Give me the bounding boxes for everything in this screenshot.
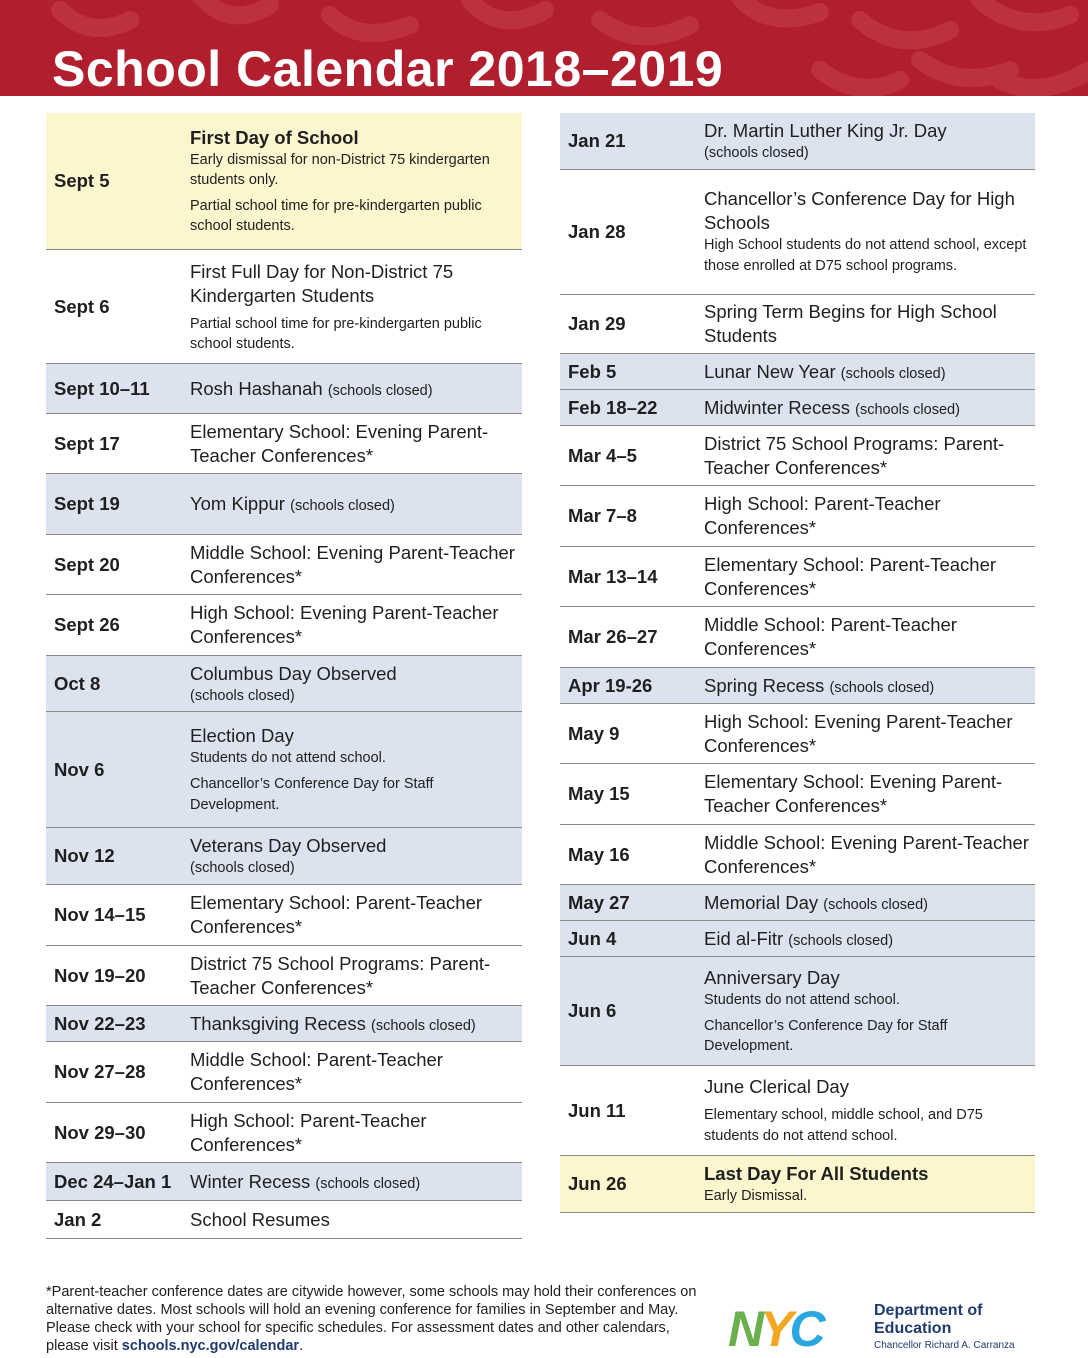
event-text: Elementary School: Evening Parent-Teacher Conferences* (704, 771, 1003, 816)
calendar-row (560, 390, 1035, 426)
nyc-doe-logo (728, 1298, 1048, 1357)
event-text: High School: Evening Parent-Teacher Conferences* (704, 710, 1013, 756)
event-text: Chancellor’s Conference Day for High Schools (704, 188, 1015, 233)
event-note (190, 150, 518, 190)
event-title (190, 834, 518, 858)
event-date: Feb 5 (568, 360, 617, 382)
event-text: Midwinter Recess (704, 396, 850, 418)
event-text: High School students do not attend school, except those enrolled at D75 school programs. (704, 237, 1027, 274)
event-text: Election Day (190, 724, 294, 746)
nyc-logo-letters (728, 1301, 822, 1357)
event-text: Middle School: Evening Parent-Teacher Conferences* (190, 541, 515, 587)
event-title (190, 260, 518, 308)
event-text: Middle School: Parent-Teacher Conferences* (704, 614, 957, 659)
event-text: Chancellor’s Conference Day for Staff Development. (704, 1018, 948, 1054)
event-description (704, 553, 1032, 601)
calendar-row (46, 113, 522, 250)
calendar-row (560, 885, 1035, 921)
event-description (704, 891, 1032, 915)
calendar-row (46, 656, 522, 712)
event-description (704, 492, 1032, 540)
calendar-row (46, 1201, 522, 1239)
schools-closed-note: (schools closed) (290, 498, 395, 514)
event-description (190, 1012, 518, 1036)
event-description (190, 952, 518, 1000)
event-date: Jan 2 (54, 1208, 102, 1230)
event-title (704, 360, 1032, 384)
event-title (190, 420, 518, 468)
schools-closed-note: (schools closed) (823, 896, 929, 913)
event-description (704, 1162, 1032, 1206)
event-date: Mar 4–5 (568, 444, 637, 466)
event-title (190, 492, 518, 516)
logo-letter-y: Y (760, 1301, 790, 1357)
calendar-row (46, 414, 522, 474)
event-description (190, 1048, 518, 1096)
event-date: Sept 19 (54, 493, 120, 514)
event-text: Winter Recess (190, 1170, 311, 1192)
event-date: Jun 4 (568, 927, 617, 949)
event-title (190, 1208, 518, 1232)
event-text: Anniversary Day (704, 967, 840, 988)
event-date: Jan 28 (568, 221, 626, 242)
calendar-row (46, 1006, 522, 1042)
event-date: Jan 21 (568, 130, 626, 151)
event-date: Oct 8 (54, 672, 101, 694)
calendar-row (560, 354, 1035, 390)
event-note (704, 1016, 1032, 1056)
event-date: Nov 12 (54, 845, 115, 866)
header-banner (0, 0, 1088, 96)
event-date: Apr 19-26 (568, 674, 653, 696)
event-text: District 75 School Programs: Parent-Teacher Conferences* (704, 432, 1005, 478)
event-title (190, 1012, 518, 1036)
calendar-link[interactable]: schools.nyc.gov/calendar (121, 1338, 300, 1354)
footnote (46, 1283, 706, 1355)
event-note (190, 748, 518, 768)
event-title (704, 553, 1032, 601)
calendar-row (560, 1156, 1035, 1213)
calendar-row (560, 825, 1035, 885)
event-description (704, 360, 1032, 384)
event-date: Mar 13–14 (568, 565, 658, 587)
event-title (704, 831, 1032, 879)
event-date: Jan 29 (568, 313, 626, 334)
event-title (704, 1075, 1032, 1099)
event-text: Spring Term Begins for High School Students (704, 301, 997, 346)
event-text: Chancellor’s Conference Day for Staff Development. (190, 775, 434, 813)
calendar-row (560, 957, 1035, 1066)
event-note (704, 1186, 1032, 1206)
event-date: Sept 26 (54, 614, 120, 635)
event-description (190, 126, 518, 236)
logo-letter-c: C (789, 1301, 822, 1357)
event-text: Rosh Hashanah (190, 377, 323, 399)
event-date: May 27 (568, 891, 630, 913)
event-description (190, 1109, 518, 1157)
logo-letter-n: N (728, 1301, 761, 1357)
event-text: Dr. Martin Luther King Jr. Day (704, 120, 947, 141)
event-title (704, 432, 1032, 480)
footnote-period: . (299, 1338, 304, 1354)
calendar-column-right (560, 113, 1035, 1213)
calendar-row (560, 764, 1035, 825)
event-note (190, 774, 518, 816)
schools-closed-note: (schools closed) (829, 679, 935, 696)
event-title (704, 927, 1032, 951)
event-text: High School: Parent-Teacher Conferences* (190, 1109, 427, 1155)
event-text: Spring Recess (704, 674, 825, 696)
event-text: Thanksgiving Recess (190, 1012, 366, 1034)
event-text: School Resumes (190, 1208, 330, 1230)
event-title (190, 1170, 518, 1194)
event-text: Columbus Day Observed (190, 662, 397, 684)
event-title (704, 770, 1032, 818)
schools-closed-note: (schools closed) (855, 401, 960, 418)
event-description (190, 662, 518, 706)
event-title (190, 1048, 518, 1096)
event-description (190, 1208, 518, 1232)
calendar-column-left (46, 113, 522, 1239)
event-title (190, 662, 518, 686)
event-title (704, 613, 1032, 661)
event-date: May 9 (568, 722, 620, 744)
event-note (190, 686, 518, 706)
event-date: Sept 5 (54, 170, 110, 191)
event-text: First Day of School (190, 127, 359, 148)
event-title (704, 966, 1032, 990)
event-date: May 16 (568, 843, 630, 865)
event-text: June Clerical Day (704, 1075, 849, 1097)
chancellor-name: Chancellor Richard A. Carranza (874, 1340, 1015, 1351)
event-description (704, 770, 1032, 818)
event-description (190, 260, 518, 354)
footnote-text: *Parent-teacher conference dates are citywide however, some schools may hold their conferences on alternative dates. Most schools will hold an evening conference for families in September and May. Please check with your school for specific schedules. For assessment dates and other calendars, please visit (46, 1284, 697, 1354)
event-description (704, 119, 1032, 163)
event-text: Students do not attend school. (190, 749, 386, 766)
event-date: Sept 20 (54, 553, 120, 575)
calendar-row (560, 547, 1035, 607)
schools-closed-note: (schools closed) (370, 1017, 476, 1034)
event-title (704, 492, 1032, 540)
calendar-row (46, 474, 522, 535)
event-title (190, 952, 518, 1000)
event-title (704, 891, 1032, 915)
calendar-row (46, 946, 522, 1006)
event-title (704, 710, 1032, 758)
event-date: Nov 14–15 (54, 904, 146, 925)
event-text: Students do not attend school. (704, 992, 900, 1008)
event-date: Dec 24–Jan 1 (54, 1170, 172, 1192)
event-description (704, 831, 1032, 879)
schools-closed-note: (schools closed) (315, 1175, 421, 1192)
event-title (704, 1162, 1032, 1186)
event-description (704, 396, 1032, 420)
schools-closed-note: (schools closed) (788, 932, 894, 949)
calendar-row (46, 364, 522, 414)
event-description (190, 601, 518, 649)
event-title (704, 300, 1032, 348)
schools-closed-note: (schools closed) (327, 382, 433, 399)
event-text: Elementary School: Parent-Teacher Conferences* (190, 892, 483, 937)
event-description (704, 927, 1032, 951)
event-title (704, 119, 1032, 143)
event-title (190, 724, 518, 748)
event-description (190, 492, 518, 516)
calendar-row (560, 486, 1035, 547)
event-description (190, 377, 518, 401)
calendar-row (560, 295, 1035, 354)
event-text: Elementary school, middle school, and D75 students do not attend school. (704, 1106, 983, 1144)
event-text: Elementary School: Evening Parent-Teacher Conferences* (190, 420, 489, 466)
event-text: Middle School: Evening Parent-Teacher Conferences* (704, 831, 1029, 877)
department-name: Department of Education (874, 1302, 983, 1337)
event-date: Mar 26–27 (568, 626, 658, 647)
event-date: Nov 6 (54, 758, 105, 780)
event-text: Yom Kippur (190, 493, 285, 514)
event-title (190, 377, 518, 401)
event-date: Nov 22–23 (54, 1012, 146, 1034)
event-date: Sept 6 (54, 295, 110, 317)
event-title (704, 396, 1032, 420)
event-text: Early dismissal for non-District 75 kindergarten students only. (190, 152, 490, 188)
calendar-row (560, 921, 1035, 957)
calendar-row (560, 170, 1035, 295)
event-text: (schools closed) (190, 860, 295, 876)
event-date: Feb 18–22 (568, 396, 658, 418)
event-text: Partial school time for pre-kindergarten public school students. (190, 315, 482, 352)
event-title (190, 601, 518, 649)
event-description (190, 420, 518, 468)
event-date: Mar 7–8 (568, 505, 637, 526)
schools-closed-note: (schools closed) (840, 365, 946, 382)
event-note (190, 858, 518, 878)
event-text: Last Day For All Students (704, 1163, 929, 1184)
event-note (704, 143, 1032, 163)
event-text: (schools closed) (190, 687, 295, 704)
event-text: Veterans Day Observed (190, 835, 387, 856)
event-date: Sept 10–11 (54, 377, 150, 399)
event-description (704, 674, 1032, 698)
event-date: Nov 27–28 (54, 1061, 146, 1082)
event-text: Middle School: Parent-Teacher Conferences* (190, 1049, 443, 1094)
event-date: Jun 11 (568, 1099, 626, 1121)
event-text: High School: Evening Parent-Teacher Conferences* (190, 602, 499, 647)
event-description (190, 541, 518, 589)
event-text: Lunar New Year (704, 360, 836, 382)
event-title (190, 541, 518, 589)
event-description (704, 1075, 1032, 1147)
calendar-row (46, 1163, 522, 1201)
event-title (704, 187, 1032, 235)
event-title (190, 1109, 518, 1157)
event-title (190, 126, 518, 150)
event-text: First Full Day for Non-District 75 Kindergarten Students (190, 260, 454, 306)
event-date: Nov 29–30 (54, 1121, 146, 1143)
event-date: Nov 19–20 (54, 964, 146, 986)
event-date: May 15 (568, 783, 630, 804)
calendar-row (46, 1042, 522, 1103)
calendar-row (46, 1103, 522, 1163)
calendar-row (46, 595, 522, 656)
event-title (190, 891, 518, 939)
event-note (190, 314, 518, 354)
event-description (704, 710, 1032, 758)
calendar-row (560, 607, 1035, 668)
calendar-row (560, 426, 1035, 486)
event-text: High School: Parent-Teacher Conferences* (704, 493, 941, 538)
calendar-row (46, 712, 522, 828)
event-note (704, 1105, 1032, 1147)
event-description (704, 187, 1032, 277)
event-note (704, 235, 1032, 277)
event-date: Jun 26 (568, 1173, 627, 1194)
event-description (190, 724, 518, 816)
calendar-row (46, 250, 522, 364)
calendar-row (46, 885, 522, 946)
calendar-row (560, 668, 1035, 704)
event-description (704, 300, 1032, 348)
calendar-row (560, 1066, 1035, 1156)
event-description (704, 613, 1032, 661)
event-description (190, 834, 518, 878)
event-text: Partial school time for pre-kindergarten public school students. (190, 198, 482, 234)
event-description (704, 432, 1032, 480)
event-text: Elementary School: Parent-Teacher Conferences* (704, 553, 997, 599)
calendar-row (46, 828, 522, 885)
calendar-row (560, 113, 1035, 170)
event-date: Jun 6 (568, 1000, 617, 1021)
event-text: Memorial Day (704, 891, 819, 913)
event-date: Sept 17 (54, 432, 120, 454)
event-text: Eid al-Fitr (704, 927, 784, 949)
event-note (704, 990, 1032, 1010)
event-text: (schools closed) (704, 145, 809, 161)
event-description (704, 966, 1032, 1056)
page-title: School Calendar 2018–2019 (52, 41, 724, 96)
calendar-row (560, 704, 1035, 764)
calendar-row (46, 535, 522, 595)
event-description (190, 891, 518, 939)
event-description (190, 1170, 518, 1194)
event-text: District 75 School Programs: Parent-Teacher Conferences* (190, 952, 491, 998)
event-text: Early Dismissal. (704, 1188, 808, 1204)
event-note (190, 196, 518, 236)
event-title (704, 674, 1032, 698)
